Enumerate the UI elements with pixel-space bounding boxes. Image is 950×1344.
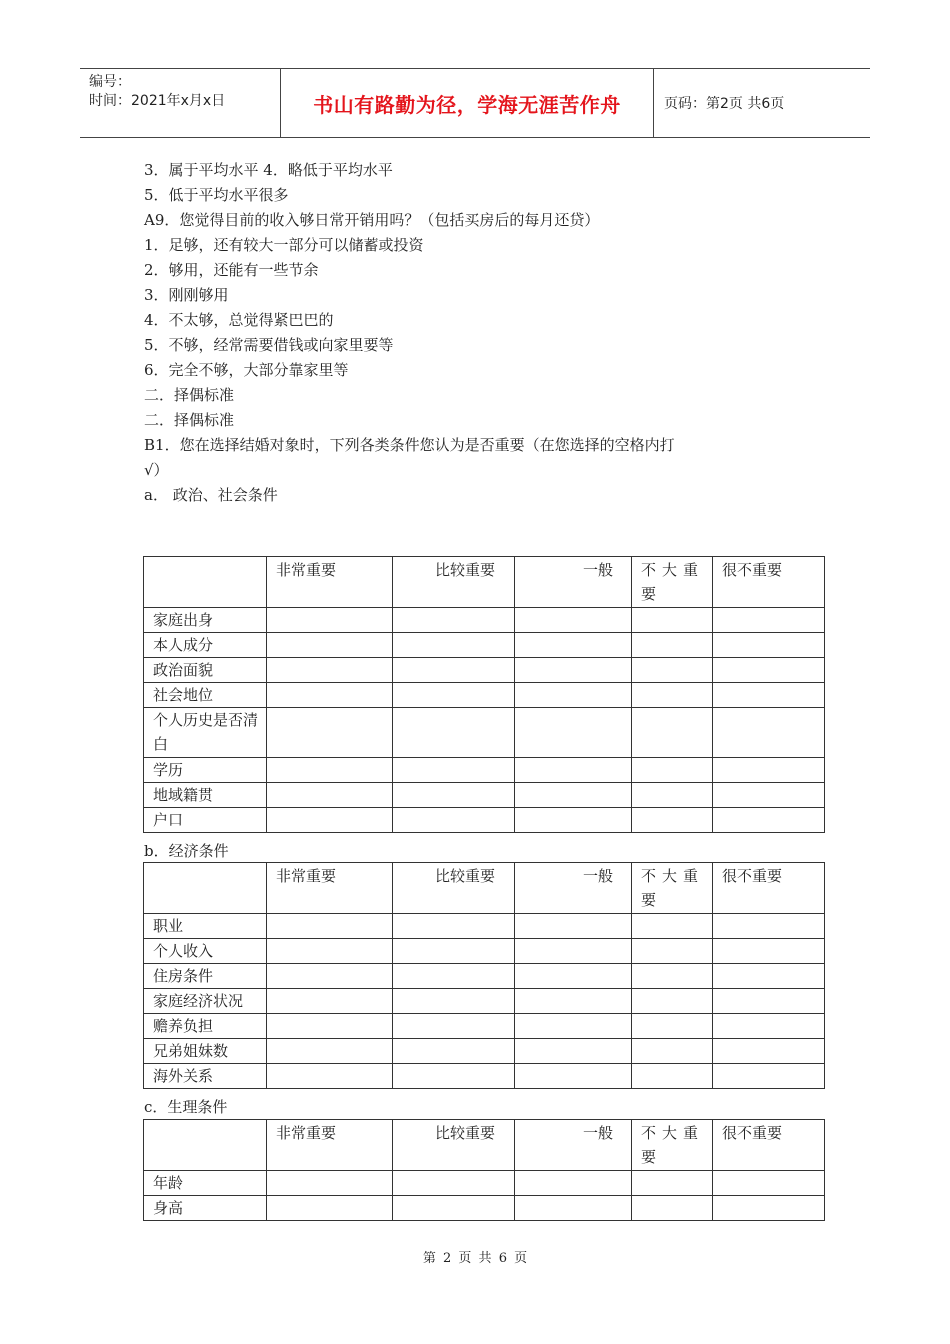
choice-cell[interactable] xyxy=(632,633,713,658)
table-row xyxy=(144,633,825,658)
choice-cell[interactable] xyxy=(393,758,515,783)
table-header-row xyxy=(144,1120,825,1171)
section-c-title: c．生理条件 xyxy=(144,1098,228,1116)
choice-cell[interactable] xyxy=(267,914,393,939)
choice-cell[interactable] xyxy=(393,658,515,683)
choice-cell[interactable] xyxy=(267,939,393,964)
row-label: 户口 xyxy=(144,808,267,833)
choice-cell[interactable] xyxy=(632,1171,713,1196)
choice-cell[interactable] xyxy=(393,1014,515,1039)
choice-cell[interactable] xyxy=(632,989,713,1014)
choice-cell[interactable] xyxy=(632,1014,713,1039)
row-label: 兄弟姐妹数 xyxy=(144,1039,267,1064)
choice-cell[interactable] xyxy=(267,1196,393,1221)
row-label: 赡养负担 xyxy=(144,1014,267,1039)
row-label: 个人历史是否清白 xyxy=(144,708,267,758)
choice-cell[interactable] xyxy=(393,633,515,658)
document-time-label: 时间：2021年x月x日 xyxy=(89,93,226,109)
choice-cell[interactable] xyxy=(632,758,713,783)
choice-cell[interactable] xyxy=(515,1039,632,1064)
choice-cell[interactable] xyxy=(515,1064,632,1089)
choice-cell[interactable] xyxy=(713,658,825,683)
choice-cell[interactable] xyxy=(393,1196,515,1221)
choice-cell[interactable] xyxy=(713,1064,825,1089)
table-row xyxy=(144,808,825,833)
header-meta xyxy=(80,69,281,137)
row-label: 年龄 xyxy=(144,1171,267,1196)
table-row xyxy=(144,608,825,633)
row-label: 个人收入 xyxy=(144,939,267,964)
choice-cell[interactable] xyxy=(632,608,713,633)
header-cell: 比较重要 xyxy=(393,863,515,914)
table-row xyxy=(144,683,825,708)
choice-cell[interactable] xyxy=(515,683,632,708)
choice-cell[interactable] xyxy=(267,608,393,633)
header-cell: 非常重要 xyxy=(267,1120,393,1171)
text-line: √） xyxy=(144,461,169,479)
choice-cell[interactable] xyxy=(515,964,632,989)
header-cell: 很不重要 xyxy=(713,863,825,914)
choice-cell[interactable] xyxy=(632,808,713,833)
header-cell: 很不重要 xyxy=(713,1120,825,1171)
table-row xyxy=(144,1171,825,1196)
choice-cell[interactable] xyxy=(713,758,825,783)
choice-cell[interactable] xyxy=(713,633,825,658)
choice-cell[interactable] xyxy=(515,808,632,833)
choice-cell[interactable] xyxy=(515,708,632,758)
choice-cell[interactable] xyxy=(515,1014,632,1039)
section-a-title: a． 政治、社会条件 xyxy=(144,486,278,504)
table-political-social xyxy=(143,556,825,833)
choice-cell[interactable] xyxy=(267,758,393,783)
text-line: 4．不太够，总觉得紧巴巴的 xyxy=(144,311,334,329)
table-row xyxy=(144,1196,825,1221)
choice-cell[interactable] xyxy=(267,783,393,808)
choice-cell[interactable] xyxy=(393,989,515,1014)
header-cell-blank xyxy=(144,863,267,914)
table-row xyxy=(144,1014,825,1039)
choice-cell[interactable] xyxy=(515,1196,632,1221)
choice-cell[interactable] xyxy=(632,683,713,708)
choice-cell[interactable] xyxy=(632,658,713,683)
choice-cell[interactable] xyxy=(267,808,393,833)
choice-cell[interactable] xyxy=(393,939,515,964)
choice-cell[interactable] xyxy=(515,1171,632,1196)
text-line: 5．不够，经常需要借钱或向家里要等 xyxy=(144,336,394,354)
choice-cell[interactable] xyxy=(515,783,632,808)
table-row xyxy=(144,989,825,1014)
row-label: 政治面貌 xyxy=(144,658,267,683)
table-row xyxy=(144,708,825,758)
choice-cell[interactable] xyxy=(713,1171,825,1196)
header-cell: 不大重要 xyxy=(632,863,713,914)
row-label: 海外关系 xyxy=(144,1064,267,1089)
table-row xyxy=(144,939,825,964)
choice-cell[interactable] xyxy=(267,1039,393,1064)
choice-cell[interactable] xyxy=(393,964,515,989)
text-line: 6．完全不够，大部分靠家里等 xyxy=(144,361,349,379)
choice-cell[interactable] xyxy=(713,939,825,964)
choice-cell[interactable] xyxy=(515,989,632,1014)
choice-cell[interactable] xyxy=(393,683,515,708)
choice-cell[interactable] xyxy=(267,1014,393,1039)
table-row xyxy=(144,658,825,683)
row-label: 家庭出身 xyxy=(144,608,267,633)
choice-cell[interactable] xyxy=(515,758,632,783)
table-row xyxy=(144,1039,825,1064)
choice-cell[interactable] xyxy=(632,1196,713,1221)
row-label: 学历 xyxy=(144,758,267,783)
choice-cell[interactable] xyxy=(632,708,713,758)
choice-cell[interactable] xyxy=(632,783,713,808)
question-b1: B1．您在选择结婚对象时，下列各类条件您认为是否重要（在您选择的空格内打 xyxy=(144,436,675,454)
choice-cell[interactable] xyxy=(267,633,393,658)
table-header-row xyxy=(144,557,825,608)
choice-cell[interactable] xyxy=(393,708,515,758)
header-cell: 一般 xyxy=(515,557,632,608)
header-cell: 比较重要 xyxy=(393,1120,515,1171)
table-physical xyxy=(143,1119,825,1221)
row-label: 住房条件 xyxy=(144,964,267,989)
text-line: 3．属于平均水平 4．略低于平均水平 xyxy=(144,161,393,179)
text-line: 2．够用，还能有一些节余 xyxy=(144,261,319,279)
table-row xyxy=(144,783,825,808)
table-row xyxy=(144,964,825,989)
choice-cell[interactable] xyxy=(632,964,713,989)
choice-cell[interactable] xyxy=(632,939,713,964)
header-page-code: 页码：第2页 共6页 xyxy=(664,96,785,112)
choice-cell[interactable] xyxy=(393,1039,515,1064)
row-label: 家庭经济状况 xyxy=(144,989,267,1014)
choice-cell[interactable] xyxy=(267,658,393,683)
choice-cell[interactable] xyxy=(713,914,825,939)
choice-cell[interactable] xyxy=(393,1064,515,1089)
choice-cell[interactable] xyxy=(713,783,825,808)
choice-cell[interactable] xyxy=(713,989,825,1014)
choice-cell[interactable] xyxy=(632,914,713,939)
choice-cell[interactable] xyxy=(632,1039,713,1064)
header-cell: 不大重要 xyxy=(632,1120,713,1171)
row-label: 地域籍贯 xyxy=(144,783,267,808)
choice-cell[interactable] xyxy=(515,608,632,633)
choice-cell[interactable] xyxy=(267,708,393,758)
header-motto: 书山有路勤为径，学海无涯苦作舟 xyxy=(281,69,654,137)
choice-cell[interactable] xyxy=(393,914,515,939)
choice-cell[interactable] xyxy=(515,658,632,683)
choice-cell[interactable] xyxy=(713,1014,825,1039)
header-cell: 一般 xyxy=(515,1120,632,1171)
section-heading: 二．择偶标准 xyxy=(144,411,235,429)
text-line: 1．足够，还有较大一部分可以储蓄或投资 xyxy=(144,236,424,254)
header-cell: 一般 xyxy=(515,863,632,914)
choice-cell[interactable] xyxy=(393,783,515,808)
table-economic xyxy=(143,862,825,1089)
page-footer: 第 2 页 共 6 页 xyxy=(422,1251,528,1266)
document-number-label: 编号： xyxy=(89,74,131,90)
choice-cell[interactable] xyxy=(515,633,632,658)
table-row xyxy=(144,758,825,783)
header-cell: 很不重要 xyxy=(713,557,825,608)
choice-cell[interactable] xyxy=(393,608,515,633)
row-label: 职业 xyxy=(144,914,267,939)
choice-cell[interactable] xyxy=(632,1064,713,1089)
choice-cell[interactable] xyxy=(267,683,393,708)
row-label: 社会地位 xyxy=(144,683,267,708)
header-cell: 不大重要 xyxy=(632,557,713,608)
header-cell-blank xyxy=(144,1120,267,1171)
choice-cell[interactable] xyxy=(713,808,825,833)
choice-cell[interactable] xyxy=(713,1196,825,1221)
choice-cell[interactable] xyxy=(713,964,825,989)
section-b-title: b．经济条件 xyxy=(144,842,229,860)
choice-cell[interactable] xyxy=(393,1171,515,1196)
choice-cell[interactable] xyxy=(267,1064,393,1089)
header-cell: 非常重要 xyxy=(267,863,393,914)
table-row xyxy=(144,914,825,939)
choice-cell[interactable] xyxy=(267,964,393,989)
table-row xyxy=(144,1064,825,1089)
table-header-row xyxy=(144,863,825,914)
question-a9: A9．您觉得目前的收入够日常开销用吗？（包括买房后的每月还贷） xyxy=(144,211,600,229)
choice-cell[interactable] xyxy=(713,1039,825,1064)
header-cell-blank xyxy=(144,557,267,608)
choice-cell[interactable] xyxy=(393,808,515,833)
text-line: 5．低于平均水平很多 xyxy=(144,186,289,204)
choice-cell[interactable] xyxy=(267,1171,393,1196)
choice-cell[interactable] xyxy=(713,708,825,758)
choice-cell[interactable] xyxy=(515,914,632,939)
choice-cell[interactable] xyxy=(713,608,825,633)
row-label: 身高 xyxy=(144,1196,267,1221)
page-header xyxy=(80,68,870,138)
header-cell: 非常重要 xyxy=(267,557,393,608)
row-label: 本人成分 xyxy=(144,633,267,658)
choice-cell[interactable] xyxy=(515,939,632,964)
choice-cell[interactable] xyxy=(267,989,393,1014)
header-cell: 比较重要 xyxy=(393,557,515,608)
choice-cell[interactable] xyxy=(713,683,825,708)
text-line: 3．刚刚够用 xyxy=(144,286,229,304)
section-heading: 二．择偶标准 xyxy=(144,386,235,404)
